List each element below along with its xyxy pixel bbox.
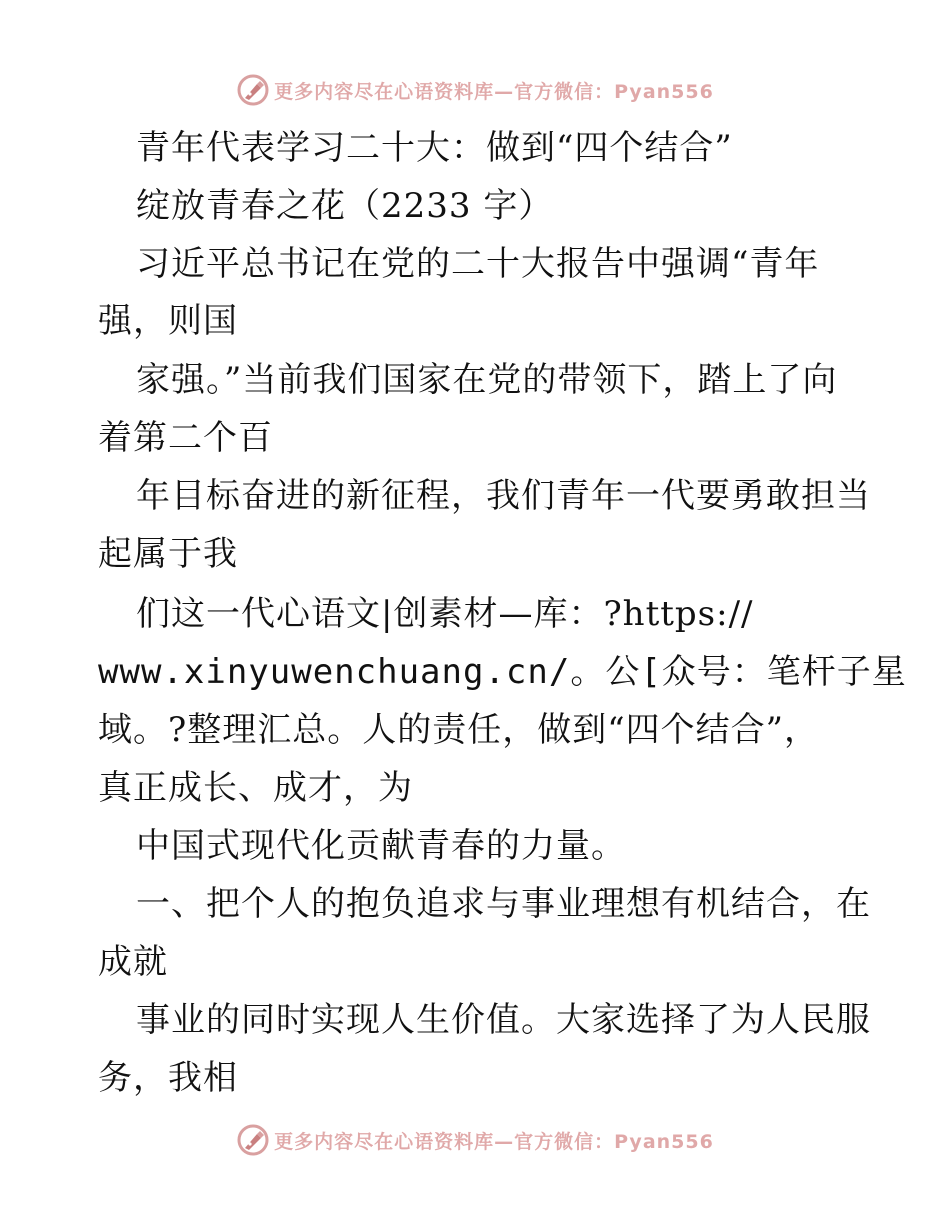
footer-banner (0, 1120, 950, 1160)
doc-line: 年目标奋进的新征程，我们青年一代要勇敢担当 (136, 476, 871, 516)
doc-line: 一、把个人的抱负追求与事业理想有机结合，在 (136, 884, 871, 924)
header-banner-text: 更多内容尽在心语资料库—官方微信：Pyan556 (274, 80, 714, 103)
doc-line: 们这一代心语文|创素材—库：?https:// (136, 594, 754, 634)
doc-line: www.xinyuwenchuang.cn/。公[众号：笔杆子星 (98, 652, 907, 692)
doc-line: 起属于我 (98, 534, 238, 574)
doc-line: 真正成长、成才，为 (98, 768, 413, 808)
doc-line: 家强。”当前我们国家在党的带领下，踏上了向 (136, 360, 838, 400)
pen-nib-logo-icon (236, 73, 270, 107)
doc-title-line-2: 绽放青春之花（2233 字） (136, 186, 554, 226)
footer-banner-text: 更多内容尽在心语资料库—官方微信：Pyan556 (274, 1130, 714, 1153)
doc-line: 强，则国 (98, 301, 238, 341)
doc-line: 域。?整理汇总。人的责任，做到“四个结合”， (98, 710, 819, 750)
doc-line: 务，我相 (98, 1058, 238, 1098)
doc-title-line-1: 青年代表学习二十大：做到“四个结合” (136, 128, 733, 168)
header-banner (0, 70, 950, 110)
doc-line: 习近平总书记在党的二十大报告中强调“青年 (136, 244, 820, 284)
pen-nib-logo-icon (236, 1123, 270, 1157)
doc-line: 成就 (98, 942, 168, 982)
doc-line: 中国式现代化贡献青春的力量。 (136, 826, 626, 866)
doc-line: 事业的同时实现人生价值。大家选择了为人民服 (136, 1000, 871, 1040)
doc-line: 着第二个百 (98, 418, 273, 458)
